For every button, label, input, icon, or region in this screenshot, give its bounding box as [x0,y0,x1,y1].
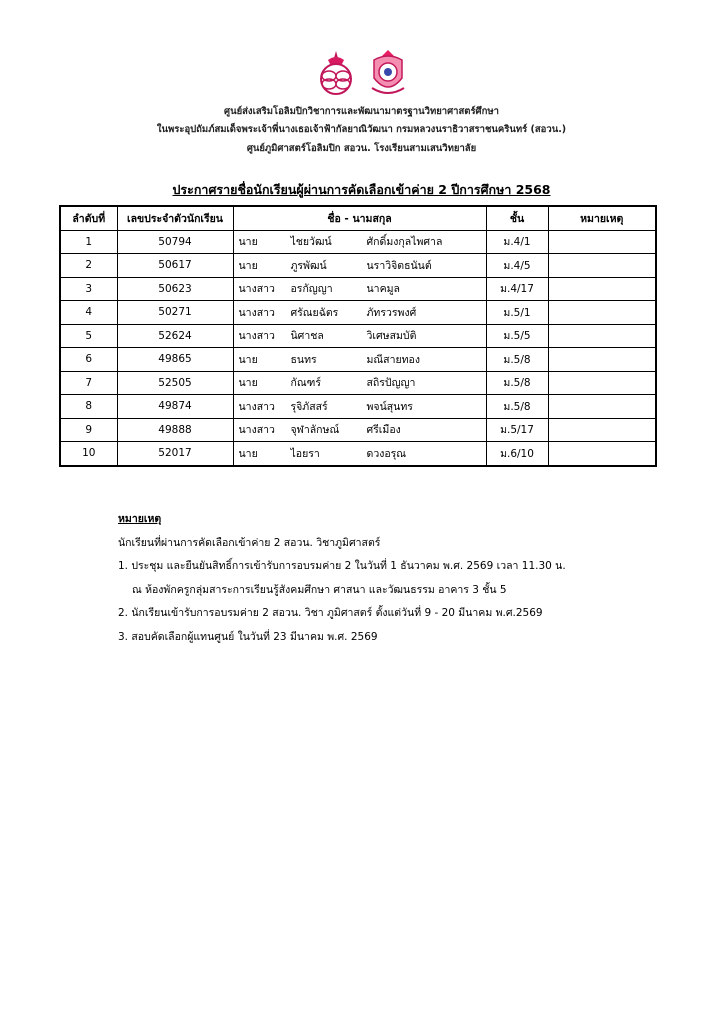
cell-class: ม.5/8 [486,371,548,395]
name-last: ดวงอรุณ [366,447,407,460]
name-last: ศักดิ์มงกุลไพศาล [366,236,443,249]
cell-remark [548,418,656,442]
table-row [60,254,656,278]
header-class: ชั้น [486,206,548,230]
cell-remark [548,230,656,254]
name-first: ไชยวัฒน์ [290,236,332,249]
name-title: นาย [238,236,258,249]
cell-name [233,254,486,278]
notes-title: หมายเหตุ [118,513,162,525]
cell-name [233,277,486,301]
name-title: นางสาว [238,400,275,413]
cell-class: ม.5/5 [486,324,548,348]
cell-no: 7 [60,371,117,395]
header-student-id: เลขประจำตัวนักเรียน [117,206,233,230]
name-title: นางสาว [238,283,275,296]
table-header-row [60,206,656,230]
cell-class: ม.4/1 [486,230,548,254]
name-title: นางสาว [238,424,275,437]
cell-class: ม.5/8 [486,395,548,419]
cell-name [233,301,486,325]
cell-student-id: 50623 [117,277,233,301]
name-first: ศรัณยฉัตร [290,306,339,319]
name-last: ศรีเมือง [366,424,401,437]
cell-no: 6 [60,348,117,372]
name-first: รุจิภัสสร์ [290,400,328,413]
cell-remark [548,371,656,395]
school-crest-icon [366,48,410,98]
student-list-table [59,205,657,467]
cell-no: 5 [60,324,117,348]
name-last: สถิรปัญญา [366,377,416,390]
header-remark: หมายเหตุ [548,206,656,230]
cell-no: 1 [60,230,117,254]
name-title: นาย [238,447,258,460]
cell-class: ม.4/17 [486,277,548,301]
name-first: อรกัญญา [290,283,333,296]
name-title: นางสาว [238,330,275,343]
cell-no: 4 [60,301,117,325]
announcement-title: ประกาศรายชื่อนักเรียนผู้ผ่านการคัดเลือกเข้าค่าย 2 ปีการศึกษา 2568 [172,182,551,197]
cell-name [233,371,486,395]
cell-student-id: 50617 [117,254,233,278]
logo-group [0,48,723,98]
name-first: จุฬาลักษณ์ [290,424,340,437]
table-row [60,395,656,419]
name-last: พจน์สุนทร [366,400,413,413]
table-row [60,301,656,325]
cell-no: 9 [60,418,117,442]
header-no: ลำดับที่ [60,206,117,230]
name-first: ธนทร [290,353,317,366]
notes-item-3: 3. สอบคัดเลือกผู้แทนศูนย์ ในวันที่ 23 มีนาคม พ.ศ. 2569 [118,630,378,643]
cell-remark [548,395,656,419]
header-line-center: ศูนย์ส่งเสริมโอลิมปิกวิชาการและพัฒนามาตรฐานวิทยาศาสตร์ศึกษา [224,106,499,117]
header-line-school: ศูนย์ภูมิศาสตร์โอลิมปิก สอวน. โรงเรียนสามเสนวิทยาลัย [246,143,477,154]
cell-class: ม.6/10 [486,442,548,466]
cell-no: 2 [60,254,117,278]
name-title: นาย [238,259,258,272]
notes-section [118,508,566,649]
notes-intro: นักเรียนที่ผ่านการคัดเลือกเข้าค่าย 2 สอวน. วิชาภูมิศาสตร์ [118,536,381,549]
name-last: ภัทรวรพงศ์ [366,306,417,319]
cell-name [233,418,486,442]
name-last: วิเศษสมบัติ [366,330,417,343]
name-title: นาย [238,353,258,366]
cell-remark [548,348,656,372]
name-last: มณีสายทอง [366,353,420,366]
name-last: นาคมูล [366,283,400,296]
cell-student-id: 49874 [117,395,233,419]
cell-name [233,442,486,466]
name-first: กัณฑร์ [290,377,321,390]
cell-name [233,395,486,419]
notes-item-1: 1. ประชุม และยืนยันสิทธิ์การเข้ารับการอบรมค่าย 2 ในวันที่ 1 ธันวาคม พ.ศ. 2569 เวลา 11.30 น. [118,560,566,572]
cell-no: 3 [60,277,117,301]
table-row [60,371,656,395]
table-row [60,277,656,301]
cell-student-id: 49888 [117,418,233,442]
cell-student-id: 50794 [117,230,233,254]
table-row [60,418,656,442]
name-title: นาย [238,377,258,390]
cell-remark [548,277,656,301]
cell-class: ม.5/1 [486,301,548,325]
cell-remark [548,301,656,325]
cell-student-id: 52017 [117,442,233,466]
cell-remark [548,442,656,466]
name-last: นราวิจิตธนันต์ [366,259,432,272]
cell-student-id: 52505 [117,371,233,395]
name-first: ภูรพัฒน์ [290,259,327,272]
cell-remark [548,324,656,348]
cell-no: 10 [60,442,117,466]
cell-name [233,324,486,348]
cell-class: ม.5/8 [486,348,548,372]
cell-name [233,230,486,254]
header-line-patronage: ในพระอุปถัมภ์สมเด็จพระเจ้าพี่นางเธอเจ้าฟ้ากัลยาณิวัฒนา กรมหลวงนราธิวาสราชนครินทร์ (สอวน.) [156,124,567,135]
header-name: ชื่อ - นามสกุล [233,206,486,230]
posn-emblem-icon [314,48,358,98]
cell-remark [548,254,656,278]
name-title: นางสาว [238,306,275,319]
cell-no: 8 [60,395,117,419]
table-row [60,324,656,348]
notes-item-1-cont: ณ ห้องพักครูกลุ่มสาระการเรียนรู้สังคมศึกษา ศาสนา และวัฒนธรรม อาคาร 3 ชั้น 5 [132,583,507,596]
cell-student-id: 52624 [117,324,233,348]
name-first: นิศาชล [290,330,324,343]
cell-name [233,348,486,372]
table-row [60,348,656,372]
name-first: ไอยรา [290,447,320,460]
notes-item-2: 2. นักเรียนเข้ารับการอบรมค่าย 2 สอวน. วิชา ภูมิศาสตร์ ตั้งแต่วันที่ 9 - 20 มีนาคม พ.ศ.2569 [118,607,543,619]
cell-class: ม.5/17 [486,418,548,442]
table-row [60,442,656,466]
cell-student-id: 50271 [117,301,233,325]
cell-student-id: 49865 [117,348,233,372]
cell-class: ม.4/5 [486,254,548,278]
table-row [60,230,656,254]
